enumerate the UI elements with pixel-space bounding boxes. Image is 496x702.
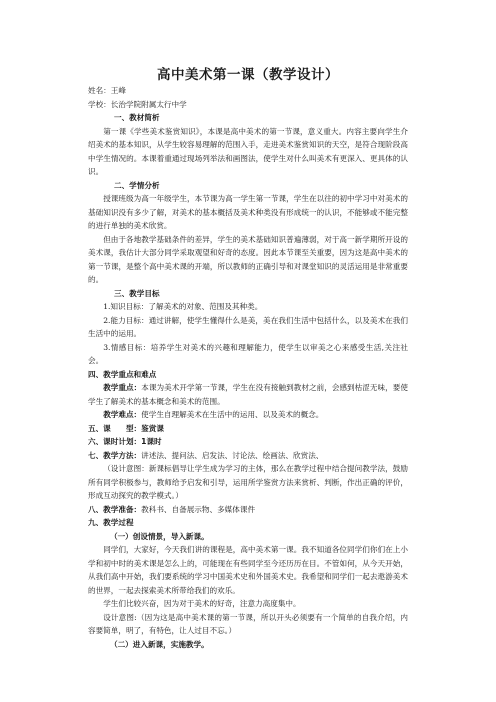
section-preparation xyxy=(88,503,408,517)
paragraph-intro-1: 同学们，大家好，今天我们讲的课程是，高中美术第一课。我不知道各位同学们你们在上小学和初中时的美术课是怎么上的，可能现在有些同学至今还历历在目。不管如何，从今天开始，从我们高中开始，我们要系统的学习中国美术史和外国美术史。我希望和同学们一起去遨游美术的世界，一起去探索美术所带给我们的欢乐。 xyxy=(88,545,408,595)
key-point-text: 本课为美术开学第一节课，学生在没有接触到教材之前，会感到枯涩无味，要使学生了解美术的基本概念和美术的范围。 xyxy=(88,383,409,406)
section-heading-goals: 三、教学目标 xyxy=(114,288,160,298)
preparation-text: 教科书、自备展示物、多媒体课件 xyxy=(141,504,256,514)
paragraph-key-point xyxy=(88,381,408,408)
step-heading-intro: （一）创设情景，导入新课。 xyxy=(110,531,209,541)
school-line: 学校：长治学院附属太行中学 xyxy=(88,99,187,109)
section-lesson-type: 五、课 型：鉴赏课 xyxy=(88,423,164,433)
goal-emotion: 3.情感目标：培养学生对美术的兴趣和理解能力，使学生以审美之心来感受生活,关注社会。 xyxy=(88,342,408,365)
paragraph-analysis: 第一课《学些美术鉴赏知识》，本课是高中美术的第一节课，意义重大。内容主要向学生介绍美术的基本知识，从学生较容易理解的范围入手，走进美术鉴赏知识的天空，是符合现阶段高中学生情况的。本课着重通过现场列举法和画图法，使学生对什么叫美术有更深入、更具体的认识。 xyxy=(88,126,408,176)
methods-text: 讲述法、提问法、启发法、讨论法、绘画法、欣赏法、 xyxy=(141,450,324,460)
paragraph-difficulty xyxy=(88,408,408,422)
section-heading-process: 九、教学过程 xyxy=(88,518,134,527)
section-methods xyxy=(88,449,408,463)
page-title: 高中美术第一课（教学设计） xyxy=(157,67,339,83)
goal-ability: 2.能力目标：通过讲解，使学生懂得什么是美，美在我们生活中包括什么，以及美术在我们生活中的运用。 xyxy=(88,315,408,338)
section-lesson-hours: 六、课时计划：1课时 xyxy=(88,437,162,446)
key-point-label: 教学重点： xyxy=(103,383,142,392)
author-line: 姓名：王峰 xyxy=(88,86,126,95)
goal-knowledge: 1.知识目标：了解美术的对象、范围及其种类。 xyxy=(103,302,263,311)
step-heading-new-lesson: （二）进入新课，实施教学。 xyxy=(110,639,209,649)
document-body xyxy=(88,84,408,651)
preparation-label: 八、教学准备： xyxy=(88,504,142,514)
methods-label: 七、教学方法： xyxy=(88,450,142,460)
paragraph-design-intent: （设计意图：新课标倡导让学生成为学习的主体，那么在教学过程中结合提问教学法，鼓励所有同学积极参与，教师给予启发和引导，运用所学鉴赏方法来赏析、判断，作出正确的评价，形成互动探究的教学模式。） xyxy=(88,464,408,500)
difficulty-label: 教学难点： xyxy=(103,410,142,419)
paragraph-intro-3: 设计意图:（因为这是高中美术课的第一节课，所以开头必须要有一个简单的自我介绍，内容要简单，明了，有特色，让人过目不忘。） xyxy=(88,612,408,635)
section-heading-analysis: 一、教材简析 xyxy=(114,113,160,122)
paragraph-intro-2: 学生们比较兴奋，因为对于美术的好奇，注意力高度集中。 xyxy=(103,599,301,608)
section-heading-students: 二、学情分析 xyxy=(114,180,160,190)
difficulty-text: 使学生自理解美术在生活中的运用、以及美术的概念。 xyxy=(141,410,324,419)
paragraph-students-2: 但由于各地教学基础条件的差异，学生的美术基础知识普遍薄弱，对于高一新学期所开设的美术课，我估计大部分同学采取观望和好奇的态度。因此本节课至关重要，因为这是高中美术的第一节课，是整个高中美术课的开端，所以教师的正确引导和对课堂知识的灵活运用是非常重要的。 xyxy=(88,234,408,284)
paragraph-students-1: 授课班级为高一年级学生，本节课为高一学生第一节课，学生在以往的初中学习中对美术的基础知识没有多少了解，对美术的基本概括及美术种类没有形成统一的认识，不能够或不能完整的进行单独的美术欣赏。 xyxy=(88,194,408,230)
section-heading-keypoints: 四、教学重点和难点 xyxy=(88,369,157,379)
